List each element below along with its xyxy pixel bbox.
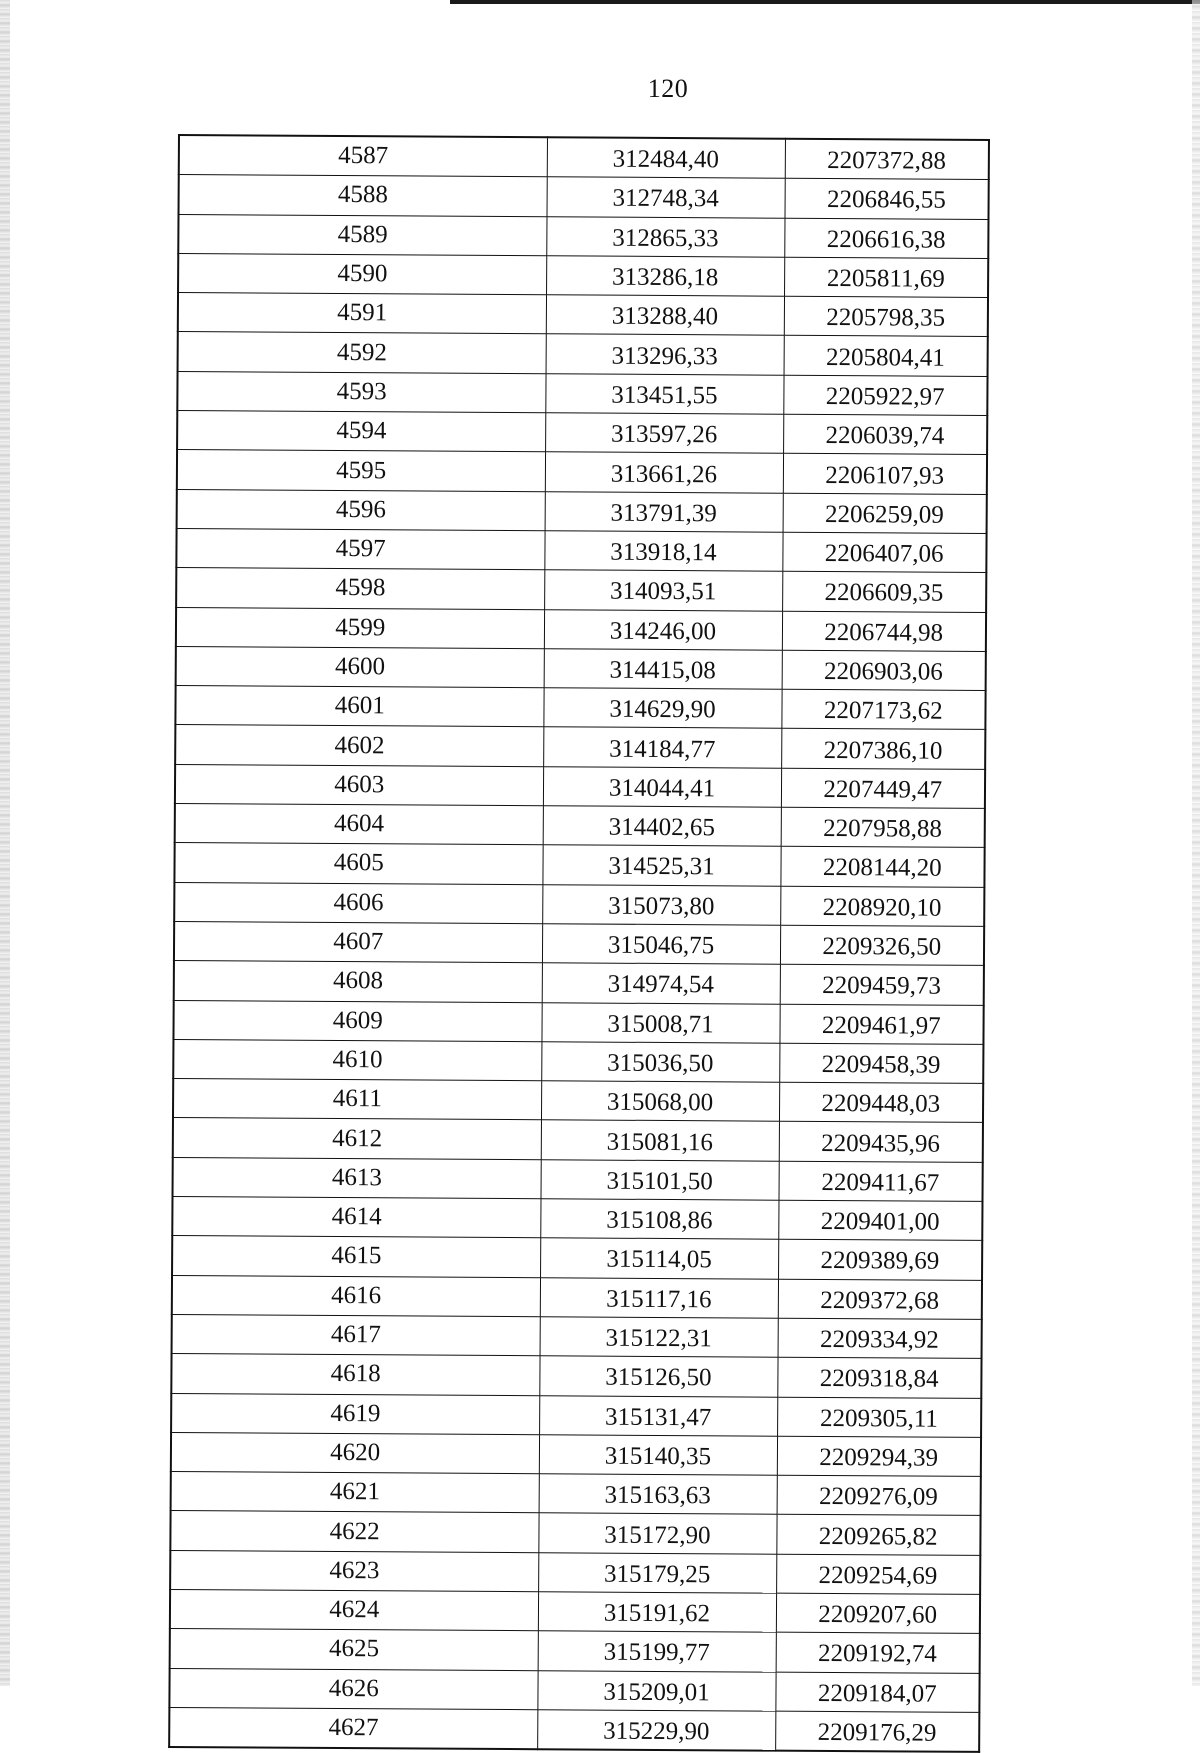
y-coordinate-cell: 2209411,67 xyxy=(778,1161,982,1202)
x-coordinate-cell: 312865,33 xyxy=(546,216,784,257)
x-coordinate-cell: 315172,90 xyxy=(538,1513,776,1554)
y-coordinate-cell: 2209207,60 xyxy=(776,1593,980,1634)
table-row xyxy=(169,1707,979,1752)
x-coordinate-cell: 313288,40 xyxy=(546,295,784,336)
x-coordinate-cell: 313597,26 xyxy=(545,413,783,454)
point-number-cell: 4624 xyxy=(170,1589,538,1631)
x-coordinate-cell: 314044,41 xyxy=(543,766,781,807)
x-coordinate-cell: 313791,39 xyxy=(545,491,783,532)
table-row xyxy=(176,568,986,612)
point-number-cell: 4587 xyxy=(179,135,547,177)
table-row xyxy=(171,1432,981,1476)
x-coordinate-cell: 315131,47 xyxy=(539,1395,777,1436)
table-row xyxy=(176,607,986,651)
coordinates-table-body xyxy=(169,135,989,1752)
y-coordinate-cell: 2209294,39 xyxy=(777,1436,981,1477)
x-coordinate-cell: 313918,14 xyxy=(544,531,782,572)
y-coordinate-cell: 2206744,98 xyxy=(782,611,986,652)
point-number-cell: 4621 xyxy=(171,1472,539,1514)
x-coordinate-cell: 314974,54 xyxy=(542,963,780,1004)
point-number-cell: 4606 xyxy=(174,882,542,924)
table-row xyxy=(172,1275,982,1319)
x-coordinate-cell: 315191,62 xyxy=(538,1592,776,1633)
table-row xyxy=(175,725,985,769)
table-row xyxy=(176,646,986,690)
table-row xyxy=(174,882,984,926)
table-row xyxy=(175,764,985,808)
table-row xyxy=(177,371,987,415)
coordinates-table-wrapper xyxy=(168,134,988,1753)
x-coordinate-cell: 315073,80 xyxy=(542,884,780,925)
point-number-cell: 4599 xyxy=(176,607,544,649)
point-number-cell: 4594 xyxy=(177,411,545,453)
point-number-cell: 4627 xyxy=(169,1707,537,1749)
y-coordinate-cell: 2206259,09 xyxy=(783,493,987,534)
point-number-cell: 4616 xyxy=(172,1275,540,1317)
table-row xyxy=(170,1589,980,1633)
y-coordinate-cell: 2208920,10 xyxy=(780,886,984,927)
y-coordinate-cell: 2209276,09 xyxy=(777,1475,981,1516)
point-number-cell: 4625 xyxy=(170,1629,538,1671)
y-coordinate-cell: 2206039,74 xyxy=(783,414,987,455)
y-coordinate-cell: 2209318,84 xyxy=(777,1357,981,1398)
table-row xyxy=(174,961,984,1005)
table-row xyxy=(173,1118,983,1162)
x-coordinate-cell: 315229,90 xyxy=(537,1710,775,1751)
x-coordinate-cell: 315126,50 xyxy=(539,1356,777,1397)
y-coordinate-cell: 2209459,73 xyxy=(780,964,984,1005)
y-coordinate-cell: 2209184,07 xyxy=(775,1672,979,1713)
y-coordinate-cell: 2205811,69 xyxy=(784,257,988,298)
table-row xyxy=(178,214,988,258)
x-coordinate-cell: 314184,77 xyxy=(543,727,781,768)
y-coordinate-cell: 2209461,97 xyxy=(779,1004,983,1045)
table-row xyxy=(177,411,987,455)
point-number-cell: 4596 xyxy=(177,489,545,531)
x-coordinate-cell: 313296,33 xyxy=(546,334,784,375)
table-row xyxy=(175,804,985,848)
y-coordinate-cell: 2209458,39 xyxy=(779,1043,983,1084)
x-coordinate-cell: 315179,25 xyxy=(538,1552,776,1593)
point-number-cell: 4588 xyxy=(179,175,547,217)
point-number-cell: 4589 xyxy=(178,214,546,256)
table-row xyxy=(175,686,985,730)
point-number-cell: 4592 xyxy=(178,332,546,374)
table-row xyxy=(172,1236,982,1280)
point-number-cell: 4602 xyxy=(175,725,543,767)
table-row xyxy=(173,1039,983,1083)
point-number-cell: 4601 xyxy=(175,686,543,728)
x-coordinate-cell: 315199,77 xyxy=(538,1631,776,1672)
y-coordinate-cell: 2208144,20 xyxy=(780,847,984,888)
y-coordinate-cell: 2205798,35 xyxy=(784,296,988,337)
x-coordinate-cell: 314402,65 xyxy=(543,806,781,847)
table-row xyxy=(170,1550,980,1594)
scan-top-rule xyxy=(450,0,1200,4)
x-coordinate-cell: 315046,75 xyxy=(542,924,780,965)
point-number-cell: 4605 xyxy=(174,843,542,885)
x-coordinate-cell: 312748,34 xyxy=(547,177,785,218)
page-number: 120 xyxy=(647,74,689,103)
point-number-cell: 4597 xyxy=(176,528,544,570)
table-row xyxy=(170,1629,980,1673)
x-coordinate-cell: 315036,50 xyxy=(541,1042,779,1083)
x-coordinate-cell: 315008,71 xyxy=(541,1002,779,1043)
point-number-cell: 4614 xyxy=(172,1197,540,1239)
y-coordinate-cell: 2209265,82 xyxy=(776,1515,980,1556)
y-coordinate-cell: 2209305,11 xyxy=(777,1397,981,1438)
x-coordinate-cell: 315209,01 xyxy=(537,1670,775,1711)
point-number-cell: 4620 xyxy=(171,1432,539,1474)
table-row xyxy=(171,1393,981,1437)
y-coordinate-cell: 2207958,88 xyxy=(781,807,985,848)
y-coordinate-cell: 2209389,69 xyxy=(778,1239,982,1280)
point-number-cell: 4623 xyxy=(170,1550,538,1592)
y-coordinate-cell: 2209435,96 xyxy=(779,1122,983,1163)
x-coordinate-cell: 313286,18 xyxy=(546,256,784,297)
table-row xyxy=(173,1000,983,1044)
x-coordinate-cell: 315122,31 xyxy=(540,1317,778,1358)
x-coordinate-cell: 312484,40 xyxy=(547,137,785,178)
x-coordinate-cell: 314525,31 xyxy=(542,845,780,886)
point-number-cell: 4590 xyxy=(178,253,546,295)
table-row xyxy=(176,528,986,572)
point-number-cell: 4604 xyxy=(175,804,543,846)
table-row xyxy=(170,1511,980,1555)
y-coordinate-cell: 2209401,00 xyxy=(778,1200,982,1241)
y-coordinate-cell: 2207372,88 xyxy=(785,139,989,180)
y-coordinate-cell: 2207173,62 xyxy=(781,689,985,730)
y-coordinate-cell: 2206903,06 xyxy=(782,650,986,691)
point-number-cell: 4610 xyxy=(173,1039,541,1081)
point-number-cell: 4591 xyxy=(178,293,546,335)
point-number-cell: 4622 xyxy=(170,1511,538,1553)
scan-right-edge xyxy=(1192,0,1200,1686)
point-number-cell: 4600 xyxy=(176,646,544,688)
point-number-cell: 4626 xyxy=(169,1668,537,1710)
point-number-cell: 4609 xyxy=(173,1000,541,1042)
y-coordinate-cell: 2209326,50 xyxy=(780,925,984,966)
point-number-cell: 4593 xyxy=(177,371,545,413)
x-coordinate-cell: 315140,35 xyxy=(539,1435,777,1476)
table-row xyxy=(177,489,987,533)
x-coordinate-cell: 315117,16 xyxy=(540,1277,778,1318)
y-coordinate-cell: 2209372,68 xyxy=(778,1279,982,1320)
y-coordinate-cell: 2209254,69 xyxy=(776,1554,980,1595)
point-number-cell: 4608 xyxy=(174,961,542,1003)
y-coordinate-cell: 2206616,38 xyxy=(784,218,988,259)
table-row xyxy=(179,175,989,219)
point-number-cell: 4619 xyxy=(171,1393,539,1435)
coordinates-table xyxy=(168,134,990,1753)
y-coordinate-cell: 2207386,10 xyxy=(781,729,985,770)
x-coordinate-cell: 313661,26 xyxy=(545,452,783,493)
table-row xyxy=(177,450,987,494)
y-coordinate-cell: 2207449,47 xyxy=(781,768,985,809)
x-coordinate-cell: 314093,51 xyxy=(544,570,782,611)
point-number-cell: 4595 xyxy=(177,450,545,492)
table-row xyxy=(169,1668,979,1712)
point-number-cell: 4612 xyxy=(173,1118,541,1160)
point-number-cell: 4613 xyxy=(173,1157,541,1199)
x-coordinate-cell: 315114,05 xyxy=(540,1238,778,1279)
point-number-cell: 4603 xyxy=(175,764,543,806)
x-coordinate-cell: 315108,86 xyxy=(540,1199,778,1240)
x-coordinate-cell: 314246,00 xyxy=(544,609,782,650)
table-row xyxy=(178,253,988,297)
y-coordinate-cell: 2206846,55 xyxy=(784,179,988,220)
y-coordinate-cell: 2206609,35 xyxy=(782,571,986,612)
point-number-cell: 4611 xyxy=(173,1079,541,1121)
table-row xyxy=(171,1354,981,1398)
table-row xyxy=(173,1157,983,1201)
y-coordinate-cell: 2209334,92 xyxy=(778,1318,982,1359)
x-coordinate-cell: 314415,08 xyxy=(544,649,782,690)
x-coordinate-cell: 315163,63 xyxy=(539,1474,777,1515)
y-coordinate-cell: 2206407,06 xyxy=(782,532,986,573)
x-coordinate-cell: 315081,16 xyxy=(541,1120,779,1161)
x-coordinate-cell: 313451,55 xyxy=(545,374,783,415)
point-number-cell: 4607 xyxy=(174,921,542,963)
point-number-cell: 4617 xyxy=(172,1314,540,1356)
table-row xyxy=(172,1197,982,1241)
point-number-cell: 4615 xyxy=(172,1236,540,1278)
table-row xyxy=(171,1472,981,1516)
x-coordinate-cell: 315068,00 xyxy=(541,1081,779,1122)
y-coordinate-cell: 2206107,93 xyxy=(783,454,987,495)
point-number-cell: 4598 xyxy=(176,568,544,610)
y-coordinate-cell: 2209176,29 xyxy=(775,1711,979,1752)
table-row xyxy=(178,332,988,376)
table-row xyxy=(174,843,984,887)
x-coordinate-cell: 314629,90 xyxy=(543,688,781,729)
table-row xyxy=(172,1314,982,1358)
y-coordinate-cell: 2209448,03 xyxy=(779,1082,983,1123)
y-coordinate-cell: 2209192,74 xyxy=(776,1632,980,1673)
y-coordinate-cell: 2205804,41 xyxy=(784,336,988,377)
scan-left-edge xyxy=(0,0,10,1686)
table-row xyxy=(179,135,989,180)
point-number-cell: 4618 xyxy=(171,1354,539,1396)
table-row xyxy=(173,1079,983,1123)
table-row xyxy=(174,921,984,965)
table-row xyxy=(178,293,988,337)
x-coordinate-cell: 315101,50 xyxy=(541,1159,779,1200)
y-coordinate-cell: 2205922,97 xyxy=(783,375,987,416)
